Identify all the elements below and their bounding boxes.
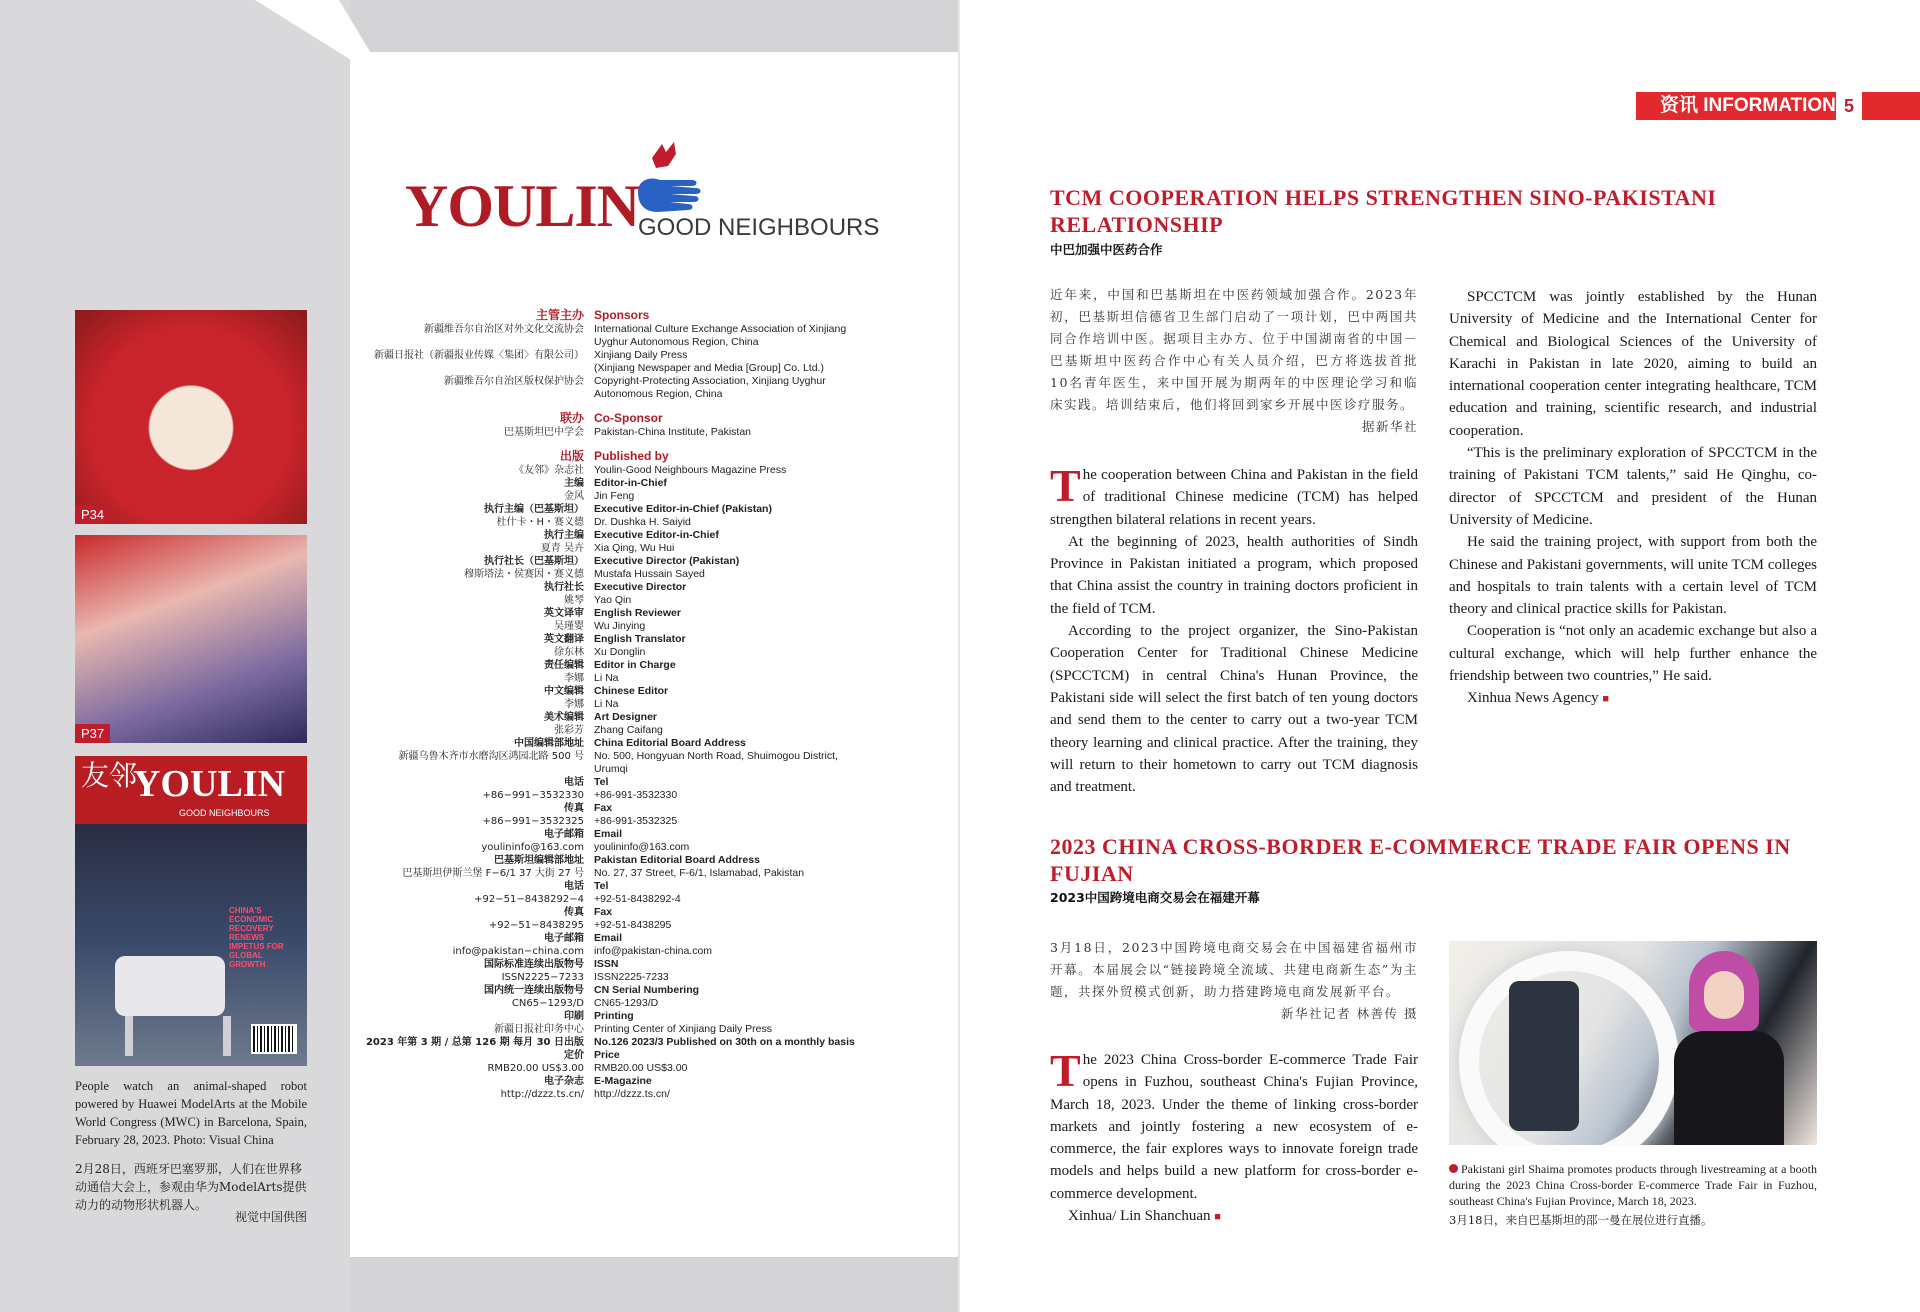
masthead-entry bbox=[350, 388, 960, 401]
masthead-en-text: Printing Center of Xinjiang Daily Press bbox=[594, 1023, 772, 1035]
masthead-en-text: No. 500, Hongyuan North Road, Shuimogou District, bbox=[594, 750, 838, 762]
photo-caption-en bbox=[1449, 1161, 1817, 1209]
drop-cap: T bbox=[1050, 1045, 1081, 1096]
masthead-entry bbox=[350, 880, 960, 893]
masthead-en-text: Editor in Charge bbox=[594, 659, 676, 671]
masthead-cn-text: 穆斯塔法・侯赛因・赛义德 bbox=[464, 569, 584, 580]
masthead-entry bbox=[350, 893, 960, 906]
masthead-entry bbox=[350, 711, 960, 724]
article-paragraph: “This is the preliminary exploration of SPCCTCM in the training of Pakistani TCM talents,” said He Qinghu, co-director of SPCCTCM and president of the Hunan University of Medicine. bbox=[1449, 445, 1817, 528]
masthead-entry bbox=[350, 607, 960, 620]
masthead-entry bbox=[350, 529, 960, 542]
article-paragraph: At the beginning of 2023, health authorities of Sindh Province in Pakistan initiated a program, which proposed that China assist the country in training doctors proficient in the field of TCM. bbox=[1050, 533, 1418, 617]
masthead-cn-text: 电子邮箱 bbox=[544, 933, 584, 944]
masthead-cn-text: 徐东林 bbox=[554, 647, 584, 658]
logo-tagline: GOOD NEIGHBOURS bbox=[638, 214, 880, 241]
masthead-cn-text: 中国编辑部地址 bbox=[514, 738, 584, 749]
masthead-cn-text: 李娜 bbox=[564, 673, 584, 684]
masthead-cn-text: 国际标准连续出版物号 bbox=[484, 959, 584, 970]
masthead-cn-text: +92−51−8438292−4 bbox=[474, 894, 584, 905]
masthead-en-text: Executive Editor-in-Chief bbox=[594, 529, 719, 541]
masthead-cn-text: +86−991−3532325 bbox=[482, 816, 584, 827]
masthead-entry bbox=[350, 932, 960, 945]
masthead-en-text: Printing bbox=[594, 1010, 634, 1022]
masthead-en-text: Executive Editor-in-Chief (Pakistan) bbox=[594, 503, 772, 515]
masthead-cn-text: 印刷 bbox=[564, 1011, 584, 1022]
masthead-cn-text: info@pakistan−china.com bbox=[452, 946, 584, 957]
masthead-en-text: Pakistan-China Institute, Pakistan bbox=[594, 426, 751, 438]
masthead-entry bbox=[350, 750, 960, 763]
masthead-en-text: Editor-in-Chief bbox=[594, 477, 667, 489]
article-subtitle-cn: 2023中国跨境电商交易会在福建开幕 bbox=[1050, 890, 1260, 905]
masthead-en-text: Li Na bbox=[594, 672, 619, 684]
masthead-credits bbox=[350, 307, 960, 1101]
masthead-entry bbox=[350, 349, 960, 362]
masthead-entry bbox=[350, 1049, 960, 1062]
page-ref-tag: P34 bbox=[75, 505, 110, 524]
masthead-en-text: English Translator bbox=[594, 633, 686, 645]
paragraph-text: he 2023 China Cross-border E-commerce Trade Fair opens in Fuzhou, southeast China's Fujian Province, March 18, 2023. Under the theme of linking cross-border markets and jointly fostering a new ecosystem of e-commerce, the fair explores ways to innovate foreign trade models and helps build a new platform for cross-border e-commerce development. bbox=[1050, 1052, 1418, 1202]
section-label: 资讯 INFORMATION bbox=[1660, 95, 1836, 116]
masthead-en-text: Dr. Dushka H. Saiyid bbox=[594, 516, 691, 528]
masthead-cn-text: 美术编辑 bbox=[544, 712, 584, 723]
masthead-en-text: Xu Donglin bbox=[594, 646, 646, 658]
credit-text: Xinhua News Agency bbox=[1467, 690, 1599, 707]
figure-face bbox=[1704, 971, 1744, 1019]
masthead-entry bbox=[350, 737, 960, 750]
lead-text: 近年来，中国和巴基斯坦在中医药领域加强合作。2023年初，巴基斯坦信德省卫生部门启动了一项计划，巴中两国共同合作培训中医。据项目主办方、位于中国湖南省的中国－巴基斯坦中医药合作中心有关人员介绍，巴方将选拔首批10名青年医生，来中国开展为期两年的中医理论学习和临床实践。培训结束后，他们将回到家乡开展中医诊疗服务。 bbox=[1050, 287, 1418, 412]
masthead-cn-text: 张彩芳 bbox=[554, 725, 584, 736]
masthead-cn-text: 吴瑾婴 bbox=[554, 621, 584, 632]
figure-body bbox=[1674, 1031, 1784, 1145]
page-ref-tag: P37 bbox=[75, 724, 110, 743]
masthead-en-text: China Editorial Board Address bbox=[594, 737, 746, 749]
article-paragraph: SPCCTCM was jointly established by the Hunan University of Medicine and the International Center for Chemical and Biological Sciences of the University of Karachi in Pakistan in late 2020, aiming to build an international cooperation center integrating healthcare, TCM education and training, scientific research, and industrial cooperation. bbox=[1449, 289, 1817, 439]
masthead-cn-text: 国内统一连续出版物号 bbox=[484, 985, 584, 996]
masthead-cn-text: 执行主编 bbox=[544, 530, 584, 541]
credit-text: Xinhua/ Lin Shanchuan bbox=[1068, 1208, 1211, 1225]
masthead-cn-text: 电子邮箱 bbox=[544, 829, 584, 840]
masthead-entry bbox=[350, 646, 960, 659]
masthead-en-text: Urumqi bbox=[594, 763, 628, 775]
article-credit bbox=[1050, 1205, 1418, 1228]
masthead-entry bbox=[350, 828, 960, 841]
logo-wordmark: YOULIN bbox=[405, 173, 640, 239]
phone-on-stand bbox=[1509, 981, 1579, 1131]
magazine-cover-thumbnail bbox=[75, 756, 307, 1066]
masthead-en-text: English Reviewer bbox=[594, 607, 681, 619]
masthead-en-text: info@pakistan-china.com bbox=[594, 945, 713, 957]
masthead-entry bbox=[350, 1036, 960, 1049]
lead-credit: 据新华社 bbox=[1361, 419, 1418, 434]
masthead-section-heading bbox=[350, 410, 960, 426]
masthead-cn-text: 出版 bbox=[559, 449, 584, 463]
masthead-en-text: Tel bbox=[594, 880, 609, 892]
masthead-cn-text: 英文译审 bbox=[544, 608, 584, 619]
masthead-en-text: Youlin-Good Neighbours Magazine Press bbox=[594, 464, 787, 476]
page-number: 5 bbox=[1836, 92, 1862, 120]
masthead-cn-text: 执行社长 bbox=[544, 582, 584, 593]
masthead-cn-text: 杜什卡・H・赛义德 bbox=[496, 517, 584, 528]
masthead-entry bbox=[350, 776, 960, 789]
masthead-entry bbox=[350, 542, 960, 555]
masthead-entry bbox=[350, 854, 960, 867]
lead-text: 3月18日，2023中国跨境电商交易会在中国福建省福州市开幕。本届展会以“链接跨境全流域、共建电商新生态”为主题，共探外贸模式创新，助力搭建跨境电商发展新平台。 bbox=[1050, 940, 1418, 999]
masthead-cn-text: 执行社长（巴基斯坦） bbox=[484, 556, 584, 567]
masthead-cn-text: 责任编辑 bbox=[544, 660, 584, 671]
masthead-cn-text: 主编 bbox=[564, 478, 584, 489]
masthead-en-text: Art Designer bbox=[594, 711, 658, 723]
article-title: 2023 CHINA CROSS-BORDER E-COMMERCE TRADE FAIR OPENS IN FUJIAN bbox=[1050, 834, 1791, 886]
masthead-cn-text: RMB20.00 US$3.00 bbox=[487, 1063, 584, 1074]
cover-title-en: YOULIN bbox=[133, 763, 286, 805]
end-mark-icon: ■ bbox=[1214, 1211, 1221, 1224]
masthead-en-text: Wu Jinying bbox=[594, 620, 646, 632]
masthead-entry bbox=[350, 945, 960, 958]
masthead-en-text: +86-991-3532330 bbox=[594, 789, 678, 801]
masthead-en-text: Li Na bbox=[594, 698, 619, 710]
masthead-en-text: Email bbox=[594, 828, 623, 840]
caption-bullet-icon bbox=[1449, 1164, 1458, 1173]
drop-cap: T bbox=[1050, 460, 1081, 511]
masthead-entry bbox=[350, 362, 960, 375]
masthead-cn-text: 传真 bbox=[564, 907, 584, 918]
masthead-cn-text: ISSN2225−7233 bbox=[501, 972, 584, 983]
masthead-en-text: No.126 2023/3 Published on 30th on a monthly basis bbox=[594, 1036, 855, 1048]
masthead-cn-text: http://dzzz.ts.cn/ bbox=[500, 1089, 584, 1100]
masthead-cn-text: 电话 bbox=[564, 777, 584, 788]
masthead-cn-text: 主管主办 bbox=[535, 308, 584, 322]
masthead-cn-text bbox=[350, 388, 594, 401]
masthead-entry bbox=[350, 620, 960, 633]
masthead-en-text: Jin Feng bbox=[594, 490, 635, 502]
masthead-en-text: E-Magazine bbox=[594, 1075, 652, 1087]
masthead-cn-text: 《友邻》杂志社 bbox=[514, 465, 584, 476]
masthead-entry bbox=[350, 581, 960, 594]
masthead-cn-text: youlininfo@163.com bbox=[481, 842, 584, 853]
masthead-en-text: RMB20.00 US$3.00 bbox=[594, 1062, 688, 1074]
masthead-entry bbox=[350, 477, 960, 490]
masthead-en-text: Copyright-Protecting Association, Xinjiang Uyghur bbox=[594, 375, 826, 387]
masthead-entry bbox=[350, 1010, 960, 1023]
masthead-entry bbox=[350, 336, 960, 349]
masthead-en-text: youlininfo@163.com bbox=[594, 841, 690, 853]
masthead-cn-text: 姚琴 bbox=[564, 595, 584, 606]
masthead-en-text: ISSN2225-7233 bbox=[594, 971, 669, 983]
article-lead-cn bbox=[1050, 284, 1418, 438]
masthead-entry bbox=[350, 323, 960, 336]
masthead-entry bbox=[350, 997, 960, 1010]
masthead-en-text: +92-51-8438292-4 bbox=[594, 893, 681, 905]
photo-livestream-girl bbox=[1449, 941, 1817, 1145]
masthead-cn-text: 执行主编（巴基斯坦） bbox=[484, 504, 584, 515]
photo-caption-cn: 3月18日，来自巴基斯坦的邵一曼在展位进行直播。 bbox=[1449, 1213, 1713, 1227]
masthead-section-heading bbox=[350, 307, 960, 323]
masthead-entry bbox=[350, 568, 960, 581]
masthead-en-text: Email bbox=[594, 932, 623, 944]
masthead-cn-text: 中文编辑 bbox=[544, 686, 584, 697]
article-title: TCM COOPERATION HELPS STRENGTHEN SINO-PAKISTANI RELATIONSHIP bbox=[1050, 185, 1717, 237]
masthead-entry bbox=[350, 763, 960, 776]
masthead-entry bbox=[350, 984, 960, 997]
masthead-entry bbox=[350, 464, 960, 477]
masthead-en-text: Autonomous Region, China bbox=[594, 388, 723, 400]
masthead-entry bbox=[350, 594, 960, 607]
masthead-cn-text bbox=[350, 336, 594, 349]
article-paragraph bbox=[1050, 1045, 1418, 1205]
masthead-en-text: No. 27, 37 Street, F-6/1, Islamabad, Pakistan bbox=[594, 867, 805, 879]
masthead-entry bbox=[350, 685, 960, 698]
masthead-entry bbox=[350, 841, 960, 854]
masthead-entry bbox=[350, 490, 960, 503]
masthead-entry bbox=[350, 867, 960, 880]
masthead-section-heading bbox=[350, 448, 960, 464]
masthead-cn-text: 英文翻译 bbox=[544, 634, 584, 645]
cover-caption-credit: 视觉中国供图 bbox=[234, 1210, 307, 1224]
masthead-entry bbox=[350, 971, 960, 984]
masthead-en-text: +92-51-8438295 bbox=[594, 919, 672, 931]
photo-hanfu-girls bbox=[75, 535, 307, 743]
masthead-cn-text: +86−991−3532330 bbox=[482, 790, 584, 801]
end-mark-icon: ■ bbox=[1602, 693, 1610, 706]
masthead-cn-text bbox=[350, 763, 594, 776]
robot-illustration bbox=[115, 956, 225, 1016]
cover-subtitle: GOOD NEIGHBOURS bbox=[179, 808, 270, 818]
masthead-en-text: Xia Qing, Wu Hui bbox=[594, 542, 675, 554]
masthead-en-text: Sponsors bbox=[594, 308, 650, 322]
barcode bbox=[251, 1024, 297, 1054]
article-lead-cn bbox=[1050, 937, 1418, 1025]
masthead-cn-text: 电子杂志 bbox=[544, 1076, 584, 1087]
masthead-cn-text: 夏青 吴卉 bbox=[540, 543, 584, 554]
masthead-entry bbox=[350, 503, 960, 516]
masthead-en-text: Executive Director (Pakistan) bbox=[594, 555, 740, 567]
masthead-en-text: (Xinjiang Newspaper and Media [Group] Co. Ltd.) bbox=[594, 362, 824, 374]
cover-headline: CHINA'S ECONOMIC RECOVERY RENEWS IMPETUS FOR GLOBAL GROWTH bbox=[229, 906, 284, 969]
masthead-cn-text: 联办 bbox=[559, 411, 584, 425]
masthead-en-text: +86-991-3532325 bbox=[594, 815, 678, 827]
masthead-cn-text: 电话 bbox=[564, 881, 584, 892]
article-body-column-1 bbox=[1050, 460, 1418, 798]
masthead-en-text: http://dzzz.ts.cn/ bbox=[594, 1088, 670, 1100]
masthead-entry bbox=[350, 659, 960, 672]
masthead-cn-text: +92−51−8438295 bbox=[488, 920, 584, 931]
masthead-cn-text: 新疆日报社（新疆报业传媒〈集团〉有限公司） bbox=[374, 350, 584, 361]
masthead-en-text: Pakistan Editorial Board Address bbox=[594, 854, 760, 866]
cover-caption-en: People watch an animal-shaped robot powered by Huawei ModelArts at the Mobile World Congress (MWC) in Barcelona, Spain, February 28, 2023. Photo: Visual China bbox=[75, 1079, 307, 1147]
cover-title-cn: 友邻 bbox=[81, 759, 138, 792]
masthead-en-text: Uyghur Autonomous Region, China bbox=[594, 336, 759, 348]
masthead-en-text: Tel bbox=[594, 776, 609, 788]
masthead-cn-text: 李娜 bbox=[564, 699, 584, 710]
masthead-cn-text: 金风 bbox=[564, 491, 584, 502]
masthead-cn-text: 传真 bbox=[564, 803, 584, 814]
masthead-entry bbox=[350, 672, 960, 685]
masthead-en-text: Mustafa Hussain Sayed bbox=[594, 568, 705, 580]
masthead-entry bbox=[350, 802, 960, 815]
masthead-entry bbox=[350, 958, 960, 971]
masthead-en-text: Price bbox=[594, 1049, 620, 1061]
masthead-en-text: Executive Director bbox=[594, 581, 687, 593]
article-paragraph: Cooperation is “not only an academic exchange but also a cultural exchange, which will help further enhance the friendship between two countries,” He said. bbox=[1449, 623, 1817, 685]
masthead-en-text: CN65-1293/D bbox=[594, 997, 659, 1009]
masthead-entry bbox=[350, 516, 960, 529]
masthead-entry bbox=[350, 555, 960, 568]
masthead-entry bbox=[350, 789, 960, 802]
cover-caption-cn: 2月28日，西班牙巴塞罗那，人们在世界移动通信大会上，参观由华为ModelArts提供动力的动物形状机器人。 bbox=[75, 1162, 307, 1212]
masthead-cn-text bbox=[350, 362, 594, 375]
article-credit bbox=[1449, 687, 1817, 710]
masthead-cn-text: 定价 bbox=[564, 1050, 584, 1061]
masthead-entry bbox=[350, 375, 960, 388]
article-body-column-1 bbox=[1050, 1045, 1418, 1228]
masthead-entry bbox=[350, 698, 960, 711]
masthead-entry bbox=[350, 815, 960, 828]
masthead-cn-text: 新疆日报社印务中心 bbox=[494, 1024, 584, 1035]
masthead-entry bbox=[350, 906, 960, 919]
paragraph-text: he cooperation between China and Pakistan in the field of traditional Chinese medicine (TCM) has helped strengthen bilateral relations in recent years. bbox=[1050, 467, 1418, 528]
masthead-cn-text: CN65−1293/D bbox=[511, 998, 584, 1009]
masthead-spacer bbox=[350, 401, 960, 410]
masthead-entry bbox=[350, 426, 960, 439]
article-body-column-2 bbox=[1449, 286, 1817, 711]
masthead-cn-text: 新疆乌鲁木齐市水磨沟区鸿园北路 500 号 bbox=[398, 751, 584, 762]
masthead-en-text: CN Serial Numbering bbox=[594, 984, 700, 996]
masthead-en-text: Xinjiang Daily Press bbox=[594, 349, 688, 361]
masthead-entry bbox=[350, 633, 960, 646]
photo-opera-performer bbox=[75, 310, 307, 524]
masthead-cn-text: 巴基斯坦伊斯兰堡 F−6/1 37 大街 27 号 bbox=[402, 868, 584, 879]
article-paragraph: He said the training project, with support from both the Chinese and Pakistani governments, will unite TCM colleges and hospitals to train talents with a certain level of TCM theory and clinical practice skills for Pakistan. bbox=[1449, 534, 1817, 618]
masthead-en-text: Chinese Editor bbox=[594, 685, 669, 697]
masthead-en-text: Co-Sponsor bbox=[594, 411, 663, 425]
masthead-entry bbox=[350, 1075, 960, 1088]
masthead-en-text: Fax bbox=[594, 906, 613, 918]
article-paragraph: According to the project organizer, the Sino-Pakistan Cooperation Center for Traditional Chinese Medicine (SPCCTCM) in central China's Hunan Province, the Pakistani side will select the first batch of ten young doctors and send them to the center to carry out a two-year TCM theory learning and clinical practice. After the training, they will return to their hometown to carry out TCM diagnosis and treatment. bbox=[1050, 623, 1418, 796]
masthead-en-text: Yao Qin bbox=[594, 594, 632, 606]
masthead-en-text: International Culture Exchange Association of Xinjiang bbox=[594, 323, 847, 335]
masthead-en-text: Zhang Caifang bbox=[594, 724, 663, 736]
masthead-entry bbox=[350, 1023, 960, 1036]
masthead-cn-text: 巴基斯坦巴中学会 bbox=[504, 427, 584, 438]
article-subtitle-cn: 中巴加强中医药合作 bbox=[1050, 242, 1163, 257]
masthead-spacer bbox=[350, 439, 960, 448]
masthead-cn-text: 新疆维吾尔自治区对外文化交流协会 bbox=[424, 324, 584, 335]
masthead-entry bbox=[350, 919, 960, 932]
lead-credit: 新华社记者 林善传 摄 bbox=[1281, 1006, 1418, 1021]
masthead-cn-text: 2023 年第 3 期 / 总第 126 期 每月 30 日出版 bbox=[365, 1037, 584, 1048]
masthead-entry bbox=[350, 724, 960, 737]
masthead-en-text: Published by bbox=[594, 449, 669, 463]
caption-text: Pakistani girl Shaima promotes products through livestreaming at a booth during the 2023 China Cross-border E-commerce Trade Fair in Fuzhou, southeast China's Fujian Province, March 18, 2023. bbox=[1449, 1162, 1817, 1208]
masthead-entry bbox=[350, 1062, 960, 1075]
masthead-cn-text: 巴基斯坦编辑部地址 bbox=[494, 855, 584, 866]
article-paragraph bbox=[1050, 460, 1418, 531]
masthead-en-text: Fax bbox=[594, 802, 613, 814]
masthead-cn-text: 新疆维吾尔自治区版权保护协会 bbox=[444, 376, 584, 387]
masthead-en-text: ISSN bbox=[594, 958, 619, 970]
masthead-entry bbox=[350, 1088, 960, 1101]
